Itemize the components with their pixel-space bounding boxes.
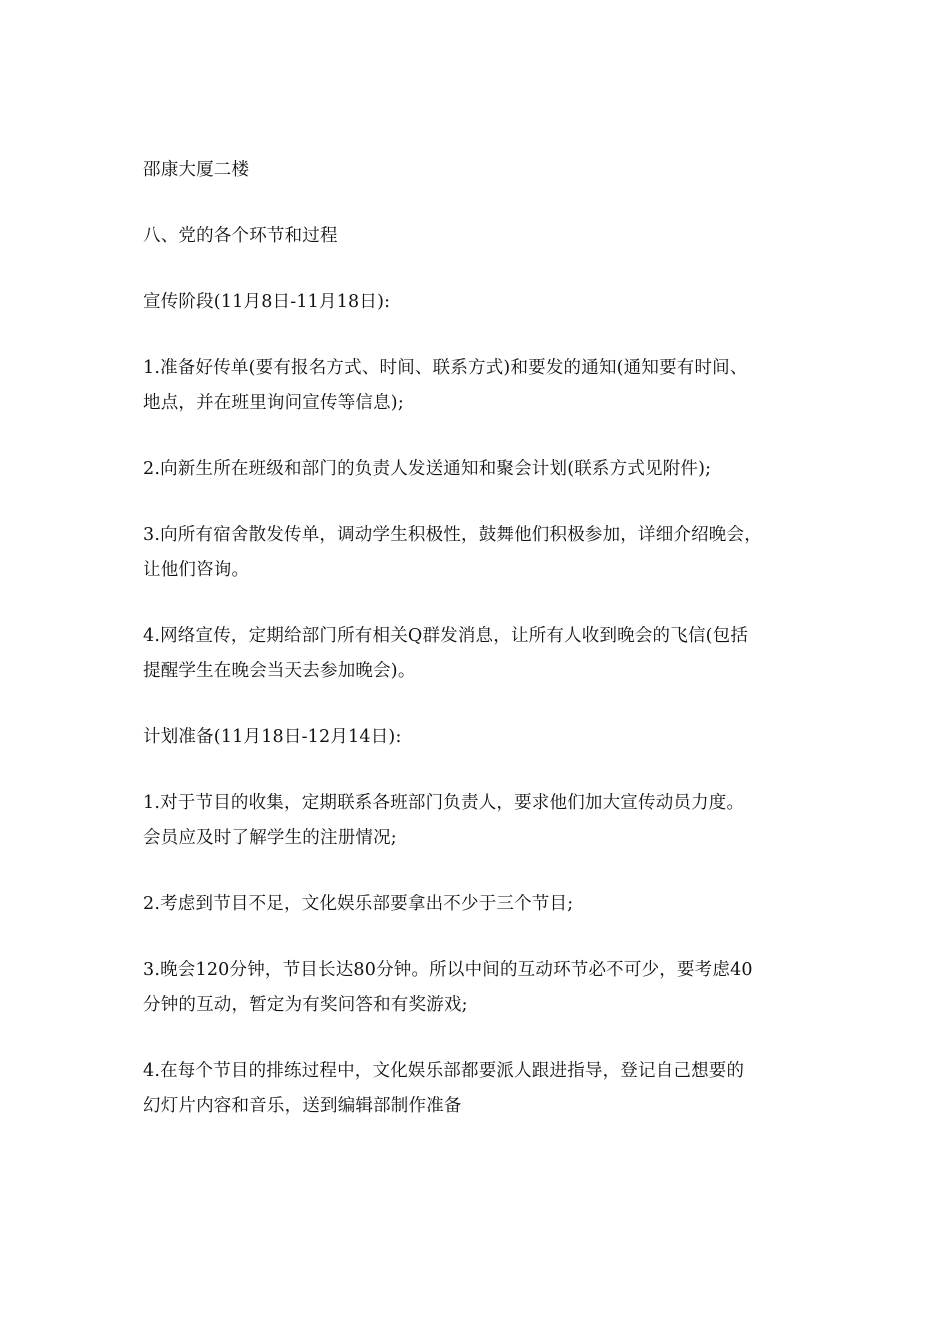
text-line: 邵康大厦二楼 [143, 160, 250, 180]
text-line: 让他们咨询。 [143, 560, 250, 580]
text-line: 3.晚会120分钟，节目长达80分钟。所以中间的互动环节必不可少，要考虑40 [143, 960, 753, 980]
text-line: 2.考虑到节目不足，文化娱乐部要拿出不少于三个节目; [143, 894, 574, 914]
location-line [143, 153, 815, 188]
phase-heading-preparation [143, 720, 815, 755]
list-item [143, 619, 815, 689]
text-line: 提醒学生在晚会当天去参加晚会)。 [143, 661, 416, 681]
text-line: 4.在每个节目的排练过程中，文化娱乐部都要派人跟进指导，登记自己想要的 [143, 1061, 745, 1081]
document-body [143, 153, 815, 1155]
text-line: 4.网络宣传，定期给部门所有相关Q群发消息，让所有人收到晚会的飞信(包括 [143, 626, 749, 646]
list-item [143, 953, 815, 1023]
phase-heading-publicity [143, 285, 815, 320]
text-line: 八、党的各个环节和过程 [143, 226, 338, 246]
text-line: 3.向所有宿舍散发传单，调动学生积极性，鼓舞他们积极参加，详细介绍晚会， [143, 525, 762, 545]
text-line: 地点，并在班里询问宣传等信息); [143, 393, 404, 413]
text-line: 宣传阶段(11月8日-11月18日): [143, 292, 391, 312]
list-item [143, 518, 815, 588]
text-line: 2.向新生所在班级和部门的负责人发送通知和聚会计划(联系方式见附件); [143, 459, 712, 479]
list-item [143, 1054, 815, 1124]
list-item [143, 452, 815, 487]
list-item [143, 887, 815, 922]
text-line: 计划准备(11月18日-12月14日): [143, 727, 402, 747]
list-item [143, 786, 815, 856]
text-line: 1.准备好传单(要有报名方式、时间、联系方式)和要发的通知(通知要有时间、 [143, 358, 748, 378]
text-line: 会员应及时了解学生的注册情况; [143, 828, 397, 848]
list-item [143, 351, 815, 421]
section-heading [143, 219, 815, 254]
text-line: 1.对于节目的收集，定期联系各班部门负责人，要求他们加大宣传动员力度。 [143, 793, 745, 813]
text-line: 分钟的互动，暂定为有奖问答和有奖游戏; [143, 995, 468, 1015]
text-line: 幻灯片内容和音乐，送到编辑部制作准备 [143, 1096, 462, 1116]
